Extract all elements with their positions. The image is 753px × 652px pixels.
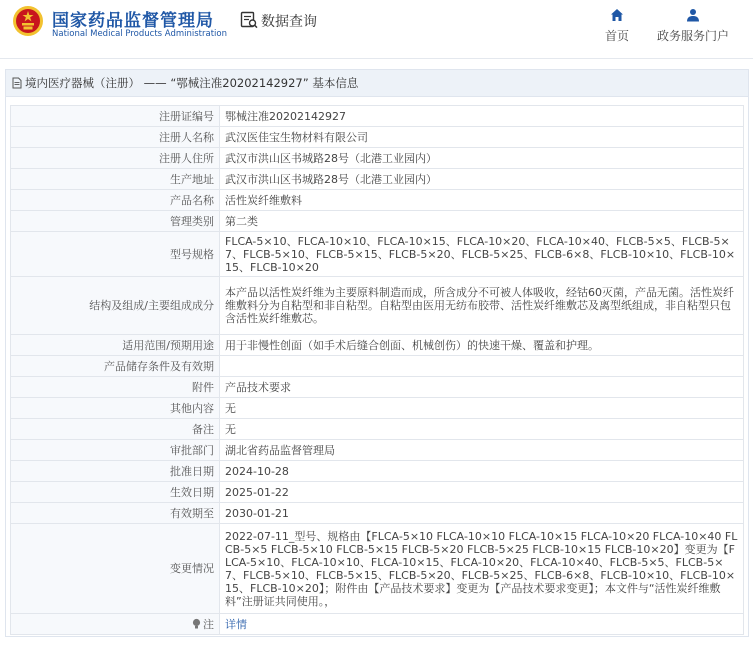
- field-label: 产品名称: [11, 190, 220, 211]
- model-spec-text: FLCA-5×10、FLCA-10×10、FLCA-10×15、FLCA-10×20、FLCA-10×40、FLCB-5×5、FLCB-5×7、FLCB-5×10、FLCB-5×15、FLCB-5×20、FLCB-5×25、FLCB-6×8、FLCB-10×10、FLCB-10×15、FLCB-10×20: [225, 234, 736, 274]
- field-value: 鄂械注准20202142927: [220, 106, 744, 127]
- table-row: [11, 419, 744, 440]
- note-label: 注: [203, 617, 214, 631]
- table-row: [11, 482, 744, 503]
- table-row: [11, 335, 744, 356]
- table-row: [11, 524, 744, 614]
- org-name-en[interactable]: National Medical Products Administration: [52, 29, 227, 39]
- field-label: 变更情况: [11, 524, 220, 614]
- breadcrumb-title: “鄂械注准20202142927” 基本信息: [170, 76, 359, 90]
- org-name-cn[interactable]: 国家药品监督管理局: [52, 11, 214, 31]
- table-row: [11, 211, 744, 232]
- field-label: 注册人名称: [11, 127, 220, 148]
- table-row: [11, 356, 744, 377]
- field-value: 活性炭纤维敷料: [220, 190, 744, 211]
- field-value: [220, 277, 744, 335]
- change-history-text: 2022-07-11_型号、规格由【FLCA-5×10 FLCA-10×10 FLCA-10×15 FLCA-10×20 FLCA-10×40 FLCB-5×5 FLCB-5×10 FLCB-5×15 FLCB-5×20 FLCB-5×25 FLCB-10×15 FLCB-10×20】变更为【FLCA-5×10、FLCA-10×10、FLCA-10×15、FLCA-10×20、FLCA-10×40、FLCB-5×5、FLCB-5×7、FLCB-5×10、FLCB-5×15、FLCB-5×20、FLCB-5×25、FLCB-6×8、FLCB-10×10、FLCB-10×15、FLCB-10×20】；附件由【产品技术要求】变更为【产品技术要求变更】；本文件与“活性炭纤维敷料”注册证共同使用。，: [225, 529, 738, 608]
- lightbulb-icon: [192, 618, 201, 630]
- user-icon: [686, 8, 700, 22]
- field-value: 2025-01-22: [220, 482, 744, 503]
- detail-panel: [5, 69, 749, 637]
- table-row: [11, 277, 744, 335]
- composition-text: 本产品以活性炭纤维为主要原料制造而成，所含成分不可被人体吸收，经钴60灭菌，产品无菌。活性炭纤维敷料分为自粘型和非自粘型。自粘型由医用无纺布胶带、活性炭纤维敷芯及离型纸组成，非自粘型只包含活性炭纤维敷芯。: [225, 286, 734, 325]
- table-row: [11, 106, 744, 127]
- field-label: [11, 614, 220, 635]
- registration-info-table: [10, 105, 744, 635]
- field-value: 第二类: [220, 211, 744, 232]
- nav-gov-label: 政务服务门户: [656, 29, 729, 43]
- table-row: [11, 461, 744, 482]
- field-label: 审批部门: [11, 440, 220, 461]
- breadcrumb-category[interactable]: 境内医疗器械（注册）: [25, 76, 140, 90]
- field-value: 产品技术要求: [220, 377, 744, 398]
- national-emblem-icon: [12, 5, 44, 37]
- field-label: 结构及组成/主要组成成分: [11, 277, 220, 335]
- field-label: 批准日期: [11, 461, 220, 482]
- table-row: [11, 503, 744, 524]
- field-label: 型号规格: [11, 232, 220, 277]
- document-icon: [12, 77, 22, 89]
- site-header: [0, 0, 753, 59]
- field-value: 武汉医佳宝生物材料有限公司: [220, 127, 744, 148]
- field-value: [220, 232, 744, 277]
- breadcrumb-separator: ——: [140, 76, 171, 90]
- field-value: 无: [220, 419, 744, 440]
- home-icon: [610, 8, 624, 22]
- field-label: 适用范围/预期用途: [11, 335, 220, 356]
- field-label: 生产地址: [11, 169, 220, 190]
- field-value: 无: [220, 398, 744, 419]
- nav-home[interactable]: [600, 8, 634, 44]
- table-row: [11, 440, 744, 461]
- table-row: [11, 190, 744, 211]
- field-label: 附件: [11, 377, 220, 398]
- table-row: [11, 169, 744, 190]
- table-row: [11, 127, 744, 148]
- nav-home-label: 首页: [604, 29, 629, 43]
- table-row: [11, 232, 744, 277]
- table-row: [11, 614, 744, 635]
- field-value: 武汉市洪山区书城路28号（北港工业园内）: [220, 148, 744, 169]
- field-value: [220, 524, 744, 614]
- field-value: 2024-10-28: [220, 461, 744, 482]
- field-label: 生效日期: [11, 482, 220, 503]
- nav-gov-services[interactable]: [654, 8, 732, 44]
- table-row: [11, 398, 744, 419]
- field-value: [220, 614, 744, 635]
- field-value: 用于非慢性创面（如手术后缝合创面、机械创伤）的快速干燥、覆盖和护理。: [220, 335, 744, 356]
- details-link[interactable]: 详情: [225, 617, 247, 631]
- table-row: [11, 148, 744, 169]
- field-label: 备注: [11, 419, 220, 440]
- field-label: 其他内容: [11, 398, 220, 419]
- table-row: [11, 377, 744, 398]
- field-value: 2030-01-21: [220, 503, 744, 524]
- field-label: 产品储存条件及有效期: [11, 356, 220, 377]
- breadcrumb: [6, 70, 748, 97]
- field-label: 管理类别: [11, 211, 220, 232]
- field-label: 注册人住所: [11, 148, 220, 169]
- field-label: 注册证编号: [11, 106, 220, 127]
- field-value: 武汉市洪山区书城路28号（北港工业园内）: [220, 169, 744, 190]
- data-query-icon: [240, 11, 258, 29]
- field-value: [220, 356, 744, 377]
- field-label: 有效期至: [11, 503, 220, 524]
- field-value: 湖北省药品监督管理局: [220, 440, 744, 461]
- data-query-label[interactable]: 数据查询: [261, 14, 317, 30]
